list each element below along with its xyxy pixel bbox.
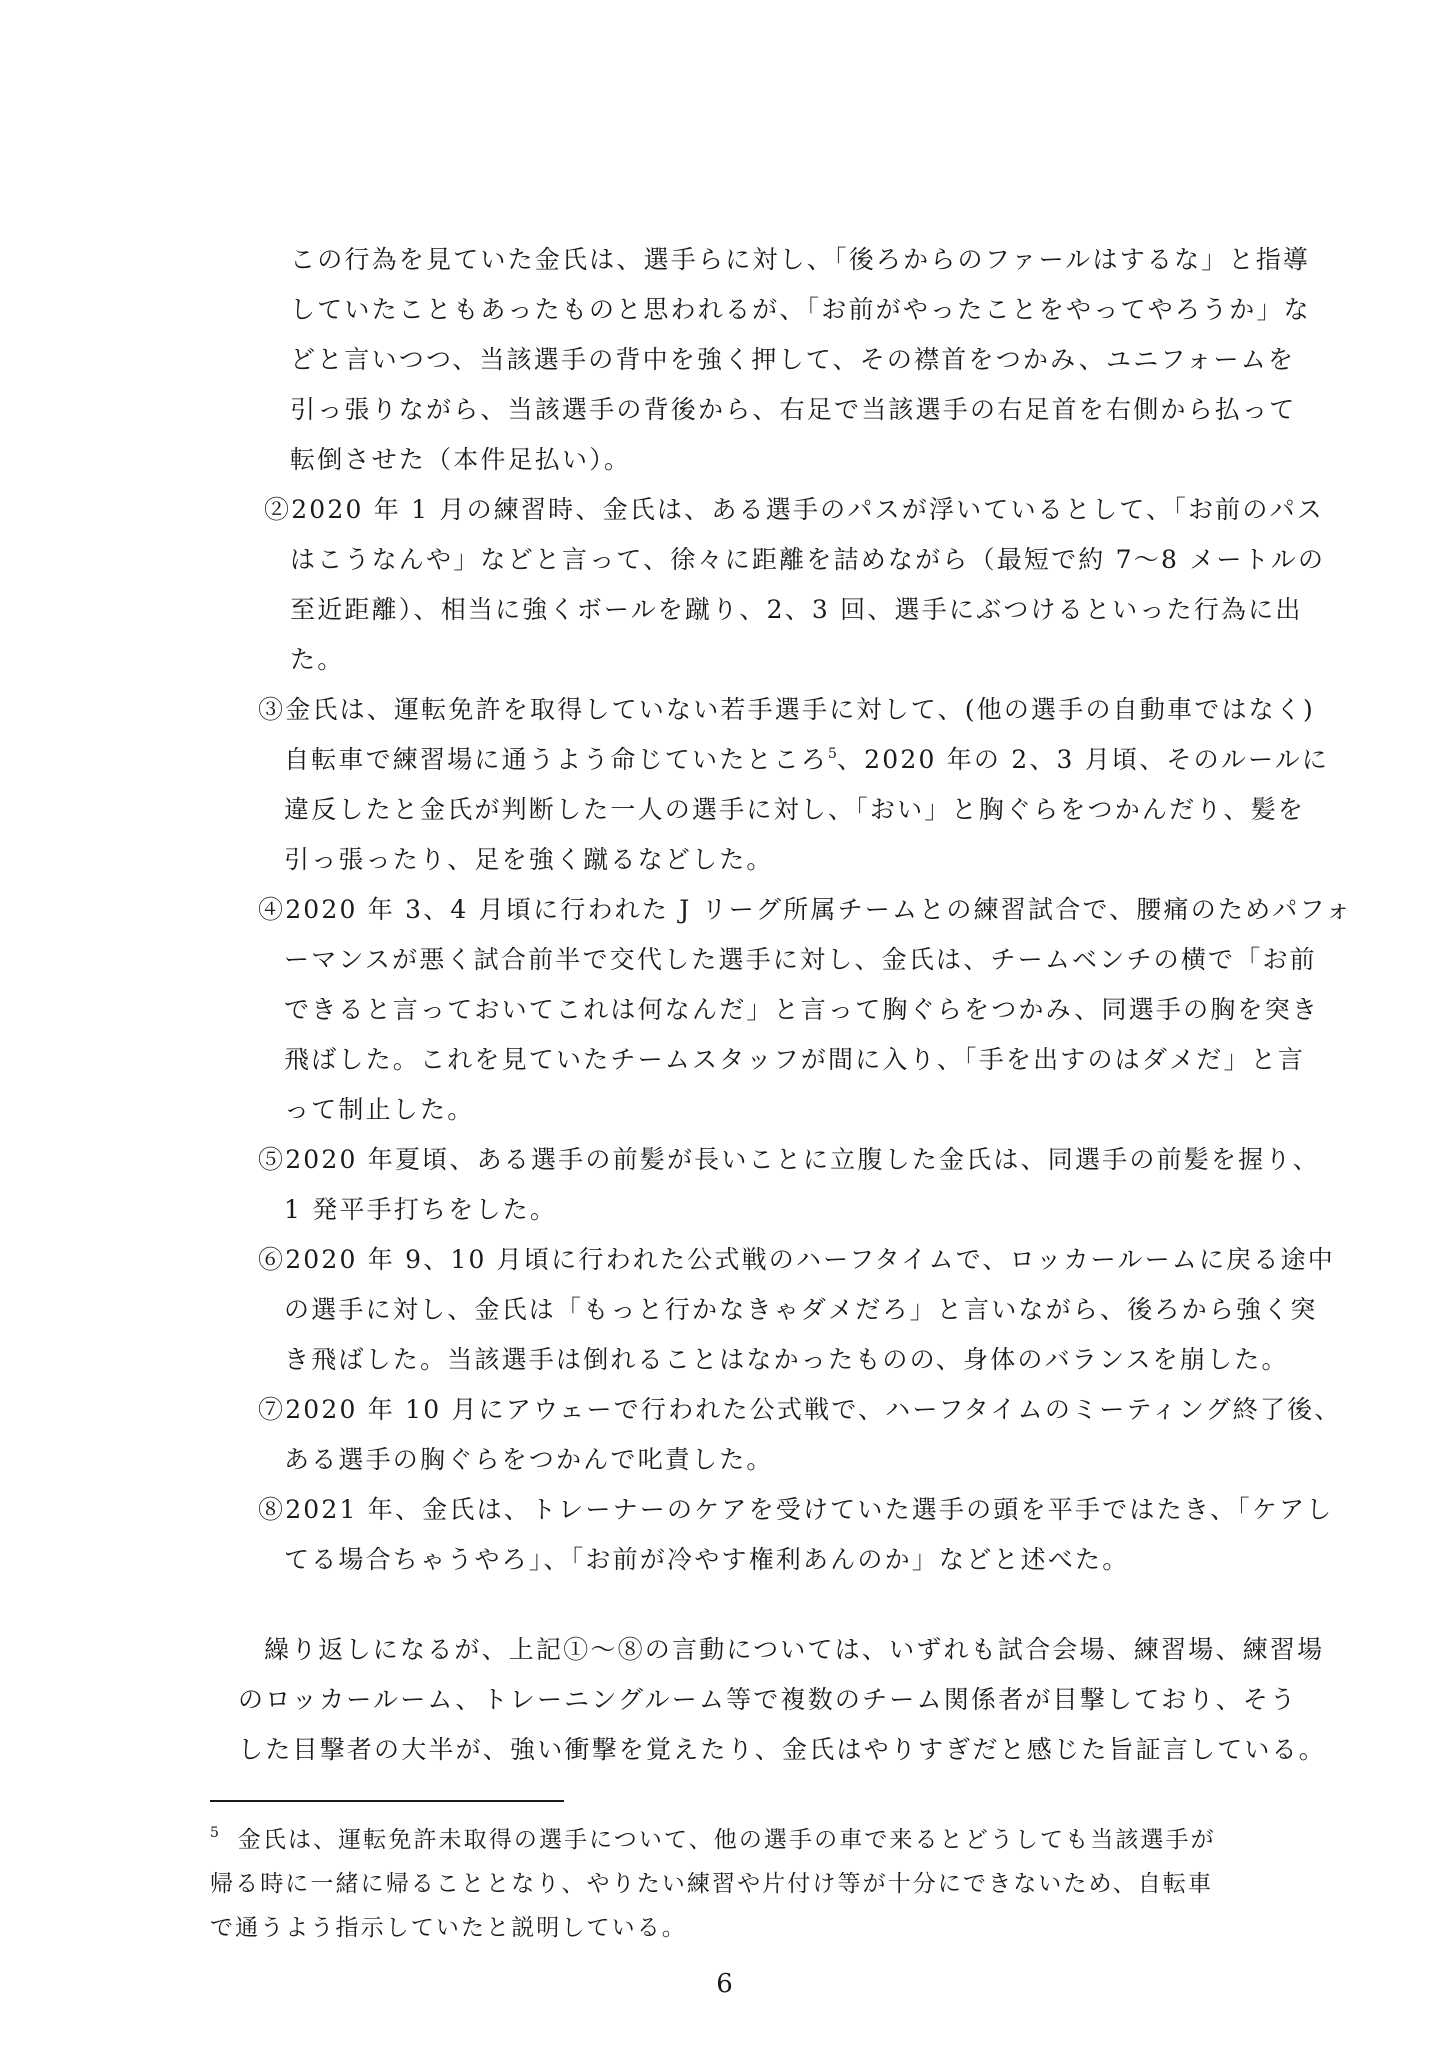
item-5-line-2: 1 発平手打ちをした。 <box>284 1195 558 1224</box>
item-7-line-1: ⑦2020 年 10 月にアウェーで行われた公式戦で、ハーフタイムのミーティング終了後、 <box>258 1395 1342 1424</box>
item-4-line-3: できると言っておいてこれは何なんだ」と言って胸ぐらをつかみ、同選手の胸を突き <box>284 995 1320 1024</box>
intro-line-3: どと言いつつ、当該選手の背中を強く押して、その襟首をつかみ、ユニフォームを <box>290 345 1296 374</box>
intro-line-1: この行為を見ていた金氏は、選手らに対し、「後ろからのファールはするな」と指導 <box>290 245 1311 274</box>
item-8-line-2: てる場合ちゃうやろ」、「お前が冷やす権利あんのか」などと述べた。 <box>284 1545 1130 1574</box>
item-2-line-4: た。 <box>290 645 345 674</box>
item-6-line-1: ⑥2020 年 9、10 月頃に行われた公式戦のハーフタイムで、ロッカールームに戻る途中 <box>258 1245 1335 1274</box>
footnote-line-2: 帰る時に一緒に帰ることとなり、やりたい練習や片付け等が十分にできないため、自転車 <box>210 1871 1214 1897</box>
footnote-text-1: 金氏は、運転免許未取得の選手について、他の選手の車で来るとどうしても当該選手が <box>237 1827 1216 1853</box>
item-5-line-1: ⑤2020 年夏頃、ある選手の前髪が長いことに立腹した金氏は、同選手の前髪を握り、 <box>258 1145 1320 1174</box>
item-3-line-1: ③金氏は、運転免許を取得していない若手選手に対して、(他の選手の自動車ではなく) <box>258 695 1316 724</box>
item-4-line-1: ④2020 年 3、4 月頃に行われた J リーグ所属チームとの練習試合で、腰痛のためパフォ <box>258 895 1353 924</box>
item-4-line-5: って制止した。 <box>284 1095 475 1124</box>
summary-line-2: のロッカールーム、トレーニングルーム等で複数のチーム関係者が目撃しており、そう <box>238 1685 1298 1714</box>
page-number: 6 <box>716 1969 733 1999</box>
summary-line-3: した目撃者の大半が、強い衝撃を覚えたり、金氏はやりすぎだと感じた旨証言している。 <box>238 1735 1327 1764</box>
intro-line-2: していたこともあったものと思われるが、「お前がやったことをやってやろうか」な <box>290 295 1311 324</box>
footnote-number: 5 <box>210 1825 219 1841</box>
item-2-line-3: 至近距離）、相当に強くボールを蹴り、2、3 回、選手にぶつけるといった行為に出 <box>290 595 1303 624</box>
item-3-line-4: 引っ張ったり、足を強く蹴るなどした。 <box>284 845 774 874</box>
item-4-line-2: ーマンスが悪く試合前半で交代した選手に対し、金氏は、チームベンチの横で「お前 <box>284 945 1317 974</box>
footnote-line-1 <box>210 1822 1216 1858</box>
item-8-line-1: ⑧2021 年、金氏は、トレーナーのケアを受けていた選手の頭を平手ではたき、「ケアし <box>258 1495 1334 1524</box>
item-3-line-2 <box>284 740 1329 780</box>
item-2-line-1: ②2020 年 1 月の練習時、金氏は、ある選手のパスが浮いているとして、「お前のパス <box>264 495 1324 524</box>
intro-line-4: 引っ張りながら、当該選手の背後から、右足で当該選手の右足首を右側から払って <box>290 395 1297 424</box>
item-3-line-2-text: 自転車で練習場に通うよう命じていたところ <box>284 745 829 774</box>
footnote-ref-5: 5 <box>828 746 837 762</box>
item-2-line-2: はこうなんや」などと言って、徐々に距離を詰めながら（最短で約 7〜8 メートルの <box>290 545 1326 574</box>
item-3-line-3: 違反したと金氏が判断した一人の選手に対し、「おい」と胸ぐらをつかんだり、髪を <box>284 795 1306 824</box>
footnote-line-3: で通うよう指示していたと説明している。 <box>210 1915 687 1941</box>
item-6-line-2: の選手に対し、金氏は「もっと行かなきゃダメだろ」と言いながら、後ろから強く突 <box>284 1295 1318 1324</box>
intro-line-5: 転倒させた（本件足払い）。 <box>290 445 632 474</box>
footnote-separator <box>210 1800 564 1802</box>
item-7-line-2: ある選手の胸ぐらをつかんで叱責した。 <box>284 1445 774 1474</box>
item-3-line-2-rest: 、2020 年の 2、3 月頃、そのルールに <box>836 745 1330 774</box>
item-4-line-4: 飛ばした。これを見ていたチームスタッフが間に入り、「手を出すのはダメだ」と言 <box>284 1045 1306 1074</box>
summary-line-1: 繰り返しになるが、上記①〜⑧の言動については、いずれも試合会場、練習場、練習場 <box>264 1635 1325 1664</box>
item-6-line-3: き飛ばした。当該選手は倒れることはなかったものの、身体のバランスを崩した。 <box>284 1345 1289 1374</box>
